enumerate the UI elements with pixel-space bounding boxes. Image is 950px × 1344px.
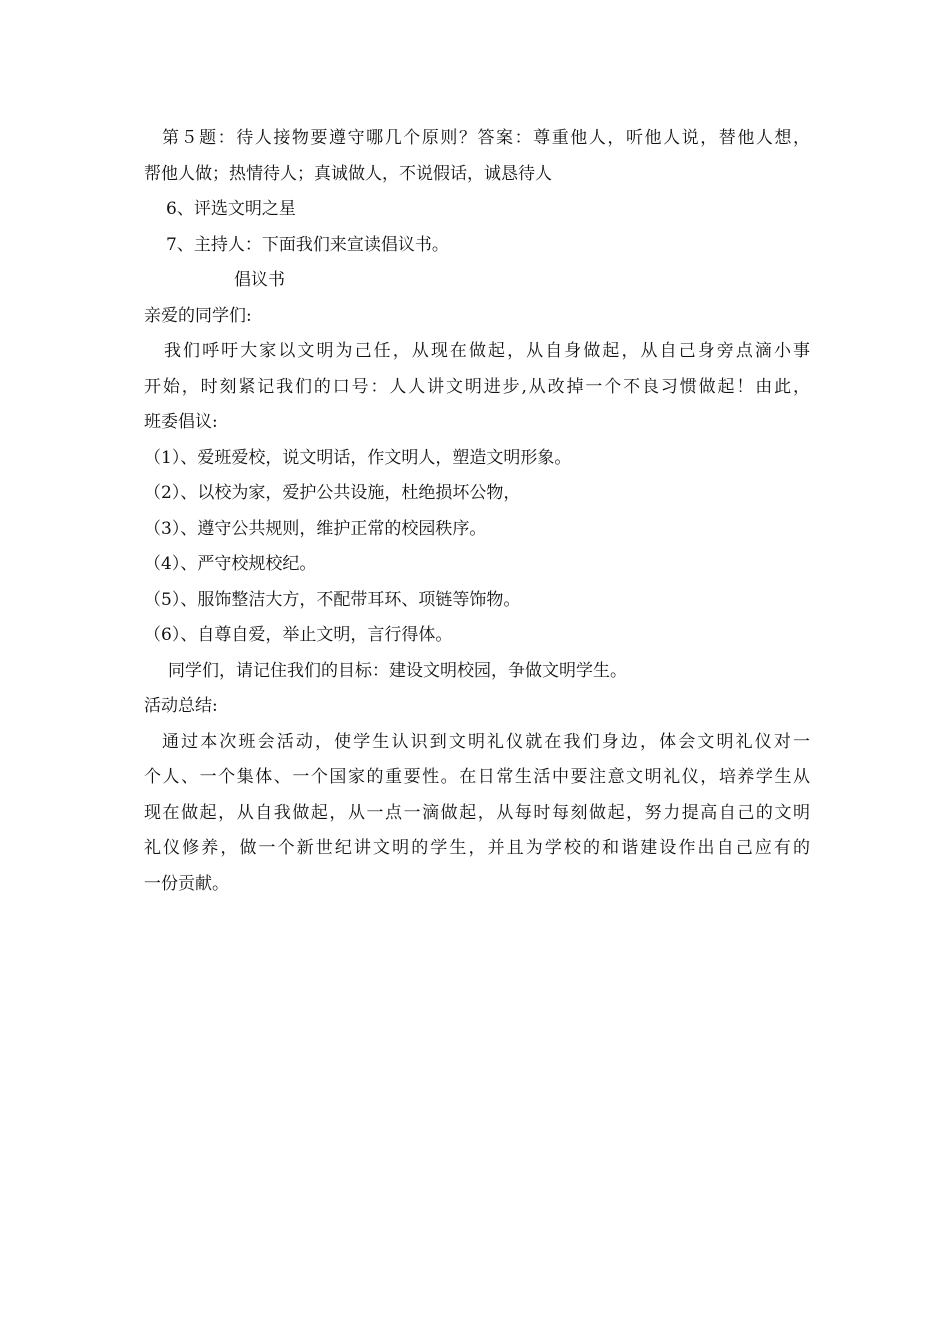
- proposal-salutation: 亲爱的同学们:: [144, 305, 252, 326]
- document-body: [144, 121, 810, 902]
- proposal-item-2: （2）、以校为家，爱护公共设施，杜绝损坏公物，: [144, 483, 521, 503]
- proposal-paragraph-line-1: 我们呼吁大家以文明为己任，从现在做起，从自身做起，从自己身旁点滴小事: [164, 341, 810, 361]
- proposal-item-5: （5）、服饰整洁大方，不配带耳环、项链等饰物。: [144, 589, 521, 610]
- question-5-line-1: 第５题：待人接物要遵守哪几个原则？答案：尊重他人，听他人说，替他人想，: [162, 128, 810, 148]
- summary-line-2: 个人、一个集体、一个国家的重要性。在日常生活中要注意文明礼仪，培养学生从: [144, 767, 810, 787]
- summary-line-4: 礼仪修养，做一个新世纪讲文明的学生，并且为学校的和谐建设作出自己应有的: [144, 838, 810, 858]
- proposal-paragraph-line-2: 开始，时刻紧记我们的口号：人人讲文明进步,从改掉一个不良习惯做起！由此，: [144, 376, 810, 397]
- item-6-select-stars: 6、评选文明之星: [166, 199, 296, 219]
- proposal-paragraph-line-3: 班委倡议:: [144, 412, 218, 432]
- item-7-host: 7、主持人：下面我们来宣读倡议书。: [166, 234, 449, 255]
- proposal-title: 倡议书: [234, 270, 285, 290]
- question-5-line-2: 帮他人做；热情待人；真诚做人，不说假话，诚恳待人: [144, 163, 552, 184]
- summary-heading: 活动总结:: [144, 696, 218, 716]
- summary-line-3: 现在做起，从自我做起，从一点一滴做起，从每时每刻做起，努力提高自己的文明: [144, 802, 810, 823]
- summary-line-1: 通过本次班会活动，使学生认识到文明礼仪就在我们身边，体会文明礼仪对一: [162, 731, 810, 752]
- proposal-item-6: （6）、自尊自爱，举止文明，言行得体。: [144, 625, 453, 645]
- proposal-item-3: （3）、遵守公共规则，维护正常的校园秩序。: [144, 518, 487, 539]
- proposal-closing: 同学们，请记住我们的目标：建设文明校园，争做文明学生。: [168, 660, 627, 681]
- proposal-item-4: （4）、严守校规校纪。: [144, 554, 317, 574]
- proposal-item-1: （1）、爱班爱校，说文明话，作文明人，塑造文明形象。: [144, 447, 572, 468]
- summary-line-5: 一份贡献。: [144, 873, 229, 894]
